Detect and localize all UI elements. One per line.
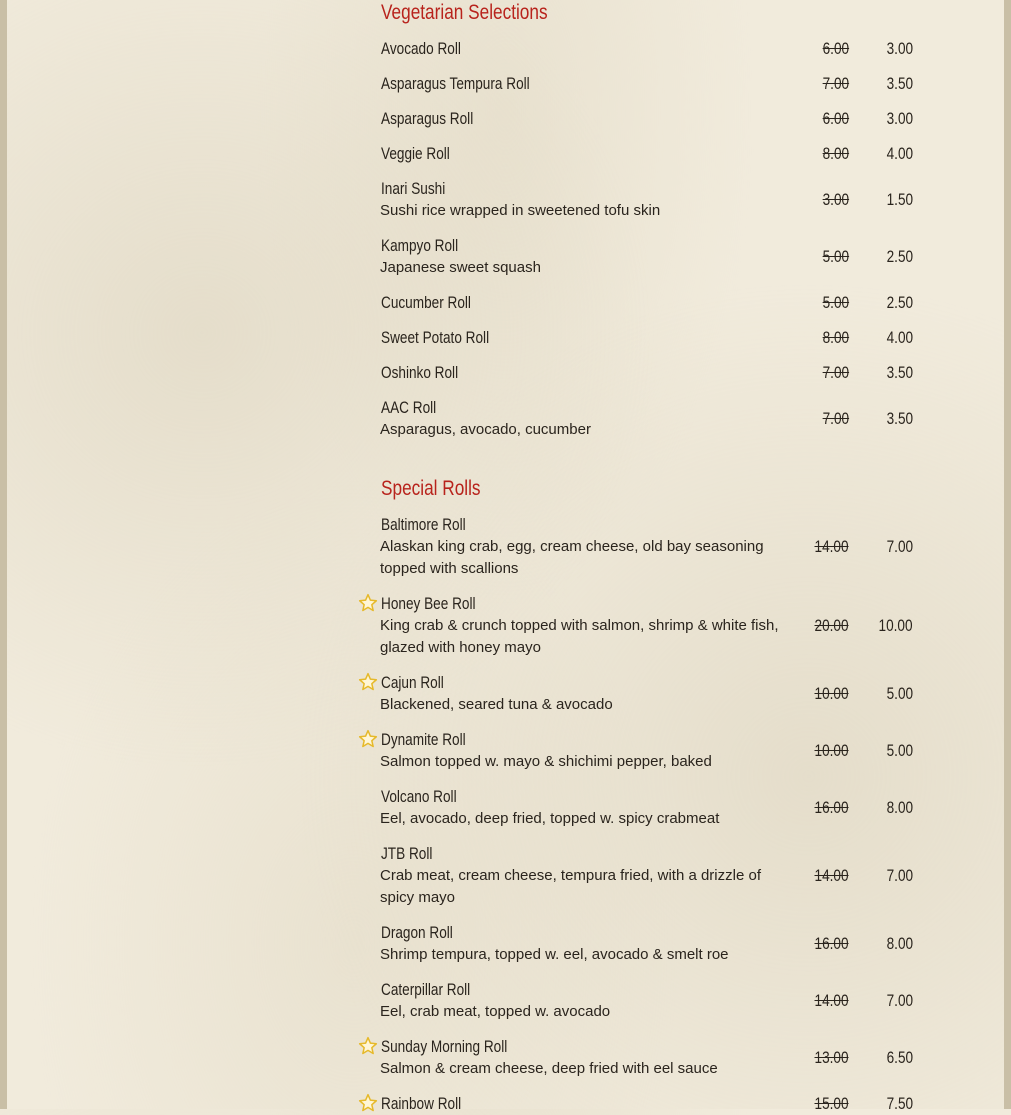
- menu-item: [355, 786, 915, 830]
- sale-price: 6.50: [886, 1048, 913, 1067]
- item-description: Eel, crab meat, topped w. avocado: [380, 1003, 611, 1020]
- item-name: Cucumber Roll: [381, 293, 471, 312]
- original-price: 16.00: [814, 934, 849, 953]
- original-price: 14.00: [814, 537, 849, 556]
- menu-item: [355, 843, 915, 909]
- item-description: Asparagus, avocado, cucumber: [380, 421, 591, 438]
- star-icon: [358, 593, 378, 613]
- sale-price: 7.00: [886, 866, 913, 885]
- original-price: 15.00: [814, 1094, 849, 1113]
- item-description: Eel, avocado, deep fried, topped w. spicy crabmeat: [380, 810, 720, 827]
- sale-price: 5.00: [886, 741, 913, 760]
- original-price: 16.00: [814, 798, 849, 817]
- menu-item: [355, 593, 915, 659]
- menu-item: [355, 729, 915, 773]
- sale-price: 4.00: [886, 144, 913, 163]
- item-name: Honey Bee Roll: [381, 594, 476, 613]
- menu-item: [355, 292, 915, 314]
- menu-item: [355, 327, 915, 349]
- sale-price: 1.50: [886, 190, 913, 209]
- section-title: Vegetarian Selections: [381, 1, 548, 24]
- sale-price: 10.00: [878, 616, 913, 635]
- sale-price: 3.00: [886, 39, 913, 58]
- sale-price: 8.00: [886, 798, 913, 817]
- original-price: 5.00: [822, 293, 849, 312]
- menu-item: [355, 1036, 915, 1080]
- original-price: 7.00: [822, 409, 849, 428]
- star-icon: [358, 672, 378, 692]
- item-name: JTB Roll: [381, 844, 433, 863]
- sale-price: 4.00: [886, 328, 913, 347]
- original-price: 7.00: [822, 74, 849, 93]
- menu-item: [355, 108, 915, 130]
- item-description: Blackened, seared tuna & avocado: [380, 696, 613, 713]
- original-price: 5.00: [822, 247, 849, 266]
- original-price: 8.00: [822, 144, 849, 163]
- menu-item: [355, 514, 915, 580]
- menu-item: [355, 235, 915, 279]
- item-description: Alaskan king crab, egg, cream cheese, old bay seasoning topped with scallions: [380, 538, 764, 577]
- menu-item: [355, 1093, 915, 1115]
- sale-price: 7.50: [886, 1094, 913, 1113]
- menu-item: [355, 672, 915, 716]
- menu-item: [355, 397, 915, 441]
- item-description: Shrimp tempura, topped w. eel, avocado & smelt roe: [380, 946, 729, 963]
- item-name: Volcano Roll: [381, 787, 457, 806]
- page-border-left: [0, 0, 7, 1109]
- item-description: King crab & crunch topped with salmon, shrimp & white fish, glazed with honey mayo: [380, 617, 779, 656]
- item-name: Avocado Roll: [381, 39, 461, 58]
- original-price: 10.00: [814, 684, 849, 703]
- item-description: Japanese sweet squash: [380, 259, 541, 276]
- menu-item: [355, 143, 915, 165]
- sale-price: 8.00: [886, 934, 913, 953]
- sale-price: 3.50: [886, 409, 913, 428]
- original-price: 8.00: [822, 328, 849, 347]
- original-price: 3.00: [822, 190, 849, 209]
- item-description: Sushi rice wrapped in sweetened tofu skin: [380, 202, 661, 219]
- item-name: Dragon Roll: [381, 923, 453, 942]
- sale-price: 7.00: [886, 991, 913, 1010]
- item-name: Rainbow Roll: [381, 1094, 462, 1113]
- item-name: Cajun Roll: [381, 673, 444, 692]
- item-name: Caterpillar Roll: [381, 980, 471, 999]
- original-price: 14.00: [814, 866, 849, 885]
- item-name: AAC Roll: [381, 398, 437, 417]
- star-icon: [358, 1036, 378, 1056]
- item-name: Inari Sushi: [381, 179, 446, 198]
- item-name: Sunday Morning Roll: [381, 1037, 508, 1056]
- original-price: 14.00: [814, 991, 849, 1010]
- original-price: 7.00: [822, 363, 849, 382]
- sale-price: 2.50: [886, 247, 913, 266]
- star-icon: [358, 729, 378, 749]
- menu-item: [355, 922, 915, 966]
- menu-item: [355, 178, 915, 222]
- item-name: Kampyo Roll: [381, 236, 459, 255]
- sale-price: 7.00: [886, 537, 913, 556]
- menu-item: [355, 38, 915, 60]
- item-description: Crab meat, cream cheese, tempura fried, with a drizzle of spicy mayo: [380, 867, 761, 906]
- item-name: Asparagus Tempura Roll: [381, 74, 530, 93]
- item-name: Sweet Potato Roll: [381, 328, 490, 347]
- item-name: Baltimore Roll: [381, 515, 466, 534]
- menu-item: [355, 73, 915, 95]
- page-border-right: [1004, 0, 1011, 1109]
- sale-price: 3.50: [886, 363, 913, 382]
- menu-item: [355, 362, 915, 384]
- item-name: Dynamite Roll: [381, 730, 466, 749]
- original-price: 6.00: [822, 39, 849, 58]
- item-name: Oshinko Roll: [381, 363, 459, 382]
- menu-item: [355, 979, 915, 1023]
- sale-price: 3.50: [886, 74, 913, 93]
- original-price: 20.00: [814, 616, 849, 635]
- item-description: Salmon topped w. mayo & shichimi pepper, baked: [380, 753, 712, 770]
- star-icon: [358, 1093, 378, 1113]
- original-price: 13.00: [814, 1048, 849, 1067]
- item-name: Veggie Roll: [381, 144, 450, 163]
- original-price: 10.00: [814, 741, 849, 760]
- sale-price: 2.50: [886, 293, 913, 312]
- original-price: 6.00: [822, 109, 849, 128]
- item-description: Salmon & cream cheese, deep fried with eel sauce: [380, 1060, 718, 1077]
- sale-price: 5.00: [886, 684, 913, 703]
- sale-price: 3.00: [886, 109, 913, 128]
- item-name: Asparagus Roll: [381, 109, 474, 128]
- section-title: Special Rolls: [381, 477, 481, 500]
